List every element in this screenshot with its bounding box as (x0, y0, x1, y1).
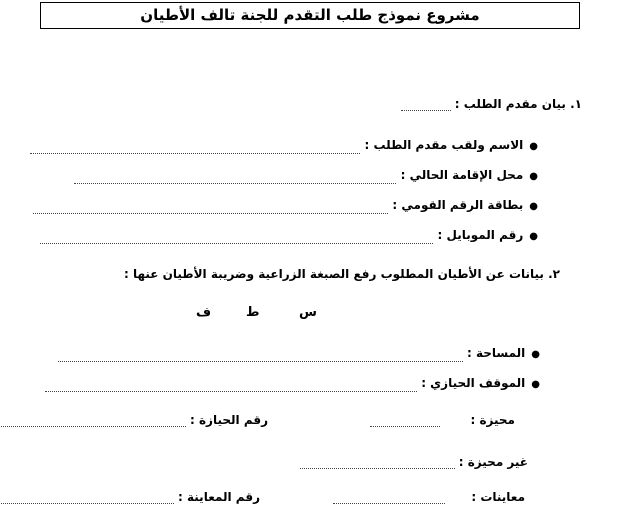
field-status-row (45, 376, 540, 392)
unit-feddan: ف (196, 305, 212, 320)
bullet-icon: ● (529, 171, 538, 182)
field-inspection-no-dotted-line[interactable] (0, 493, 174, 504)
field-not-held-row (300, 455, 528, 469)
field-inspection-no-row (0, 490, 260, 504)
field-national-id-dotted-line[interactable] (33, 203, 388, 214)
field-holding-no-label: رقم الحيازة : (190, 413, 268, 427)
bullet-icon: ● (529, 201, 538, 212)
field-name-label: الاسم ولقب مقدم الطلب : (364, 138, 524, 152)
field-inspections-row (333, 490, 445, 504)
field-status-label: الموقف الحيازي : (421, 376, 526, 390)
field-mobile-label: رقم الموبايل : (437, 228, 524, 242)
bullet-icon: ● (529, 231, 538, 242)
bullet-icon: ● (531, 379, 540, 390)
field-not-held-label: غير محيزة : (458, 455, 528, 469)
field-residence-row (74, 168, 538, 184)
field-name-row (30, 138, 538, 154)
field-held-dotted-line[interactable] (370, 416, 440, 427)
field-holding-no-dotted-line[interactable] (0, 416, 186, 427)
section1-heading-row (401, 97, 582, 111)
field-status-dotted-line[interactable] (45, 381, 417, 392)
form-title: مشروع نموذج طلب التقدم للجنة تالف الأطيان (40, 2, 580, 29)
field-residence-dotted-line[interactable] (74, 173, 396, 184)
field-inspection-no-label: رقم المعاينة : (178, 490, 260, 504)
field-national-id-row (33, 198, 538, 214)
field-holding-no-row (0, 413, 268, 427)
field-area-row (58, 346, 540, 362)
field-inspections-dotted-line[interactable] (333, 493, 445, 504)
field-area-dotted-line[interactable] (58, 351, 463, 362)
field-national-id-label: بطاقة الرقم القومي : (392, 198, 524, 212)
field-held-label: محيزة : (470, 413, 515, 427)
field-not-held-dotted-line[interactable] (300, 458, 455, 469)
unit-qirat: ط (246, 305, 260, 320)
section1-heading: ١. بيان مقدم الطلب : (454, 97, 582, 111)
field-area-label: المساحة : (466, 346, 526, 360)
applicant-dotted-line (401, 100, 451, 111)
bullet-icon: ● (531, 349, 540, 360)
field-mobile-row (40, 228, 538, 244)
field-held-row (370, 413, 440, 427)
bullet-icon: ● (529, 141, 538, 152)
field-name-dotted-line[interactable] (30, 143, 360, 154)
field-mobile-dotted-line[interactable] (40, 233, 433, 244)
field-residence-label: محل الإقامة الحالي : (400, 168, 524, 182)
field-inspections-label: معاينات : (471, 490, 525, 504)
unit-sahm: س (299, 305, 317, 320)
section2-heading: ٢. بيانات عن الأطيان المطلوب رفع الصبغة الزراعية وضريبة الأطيان عنها : (123, 267, 560, 281)
